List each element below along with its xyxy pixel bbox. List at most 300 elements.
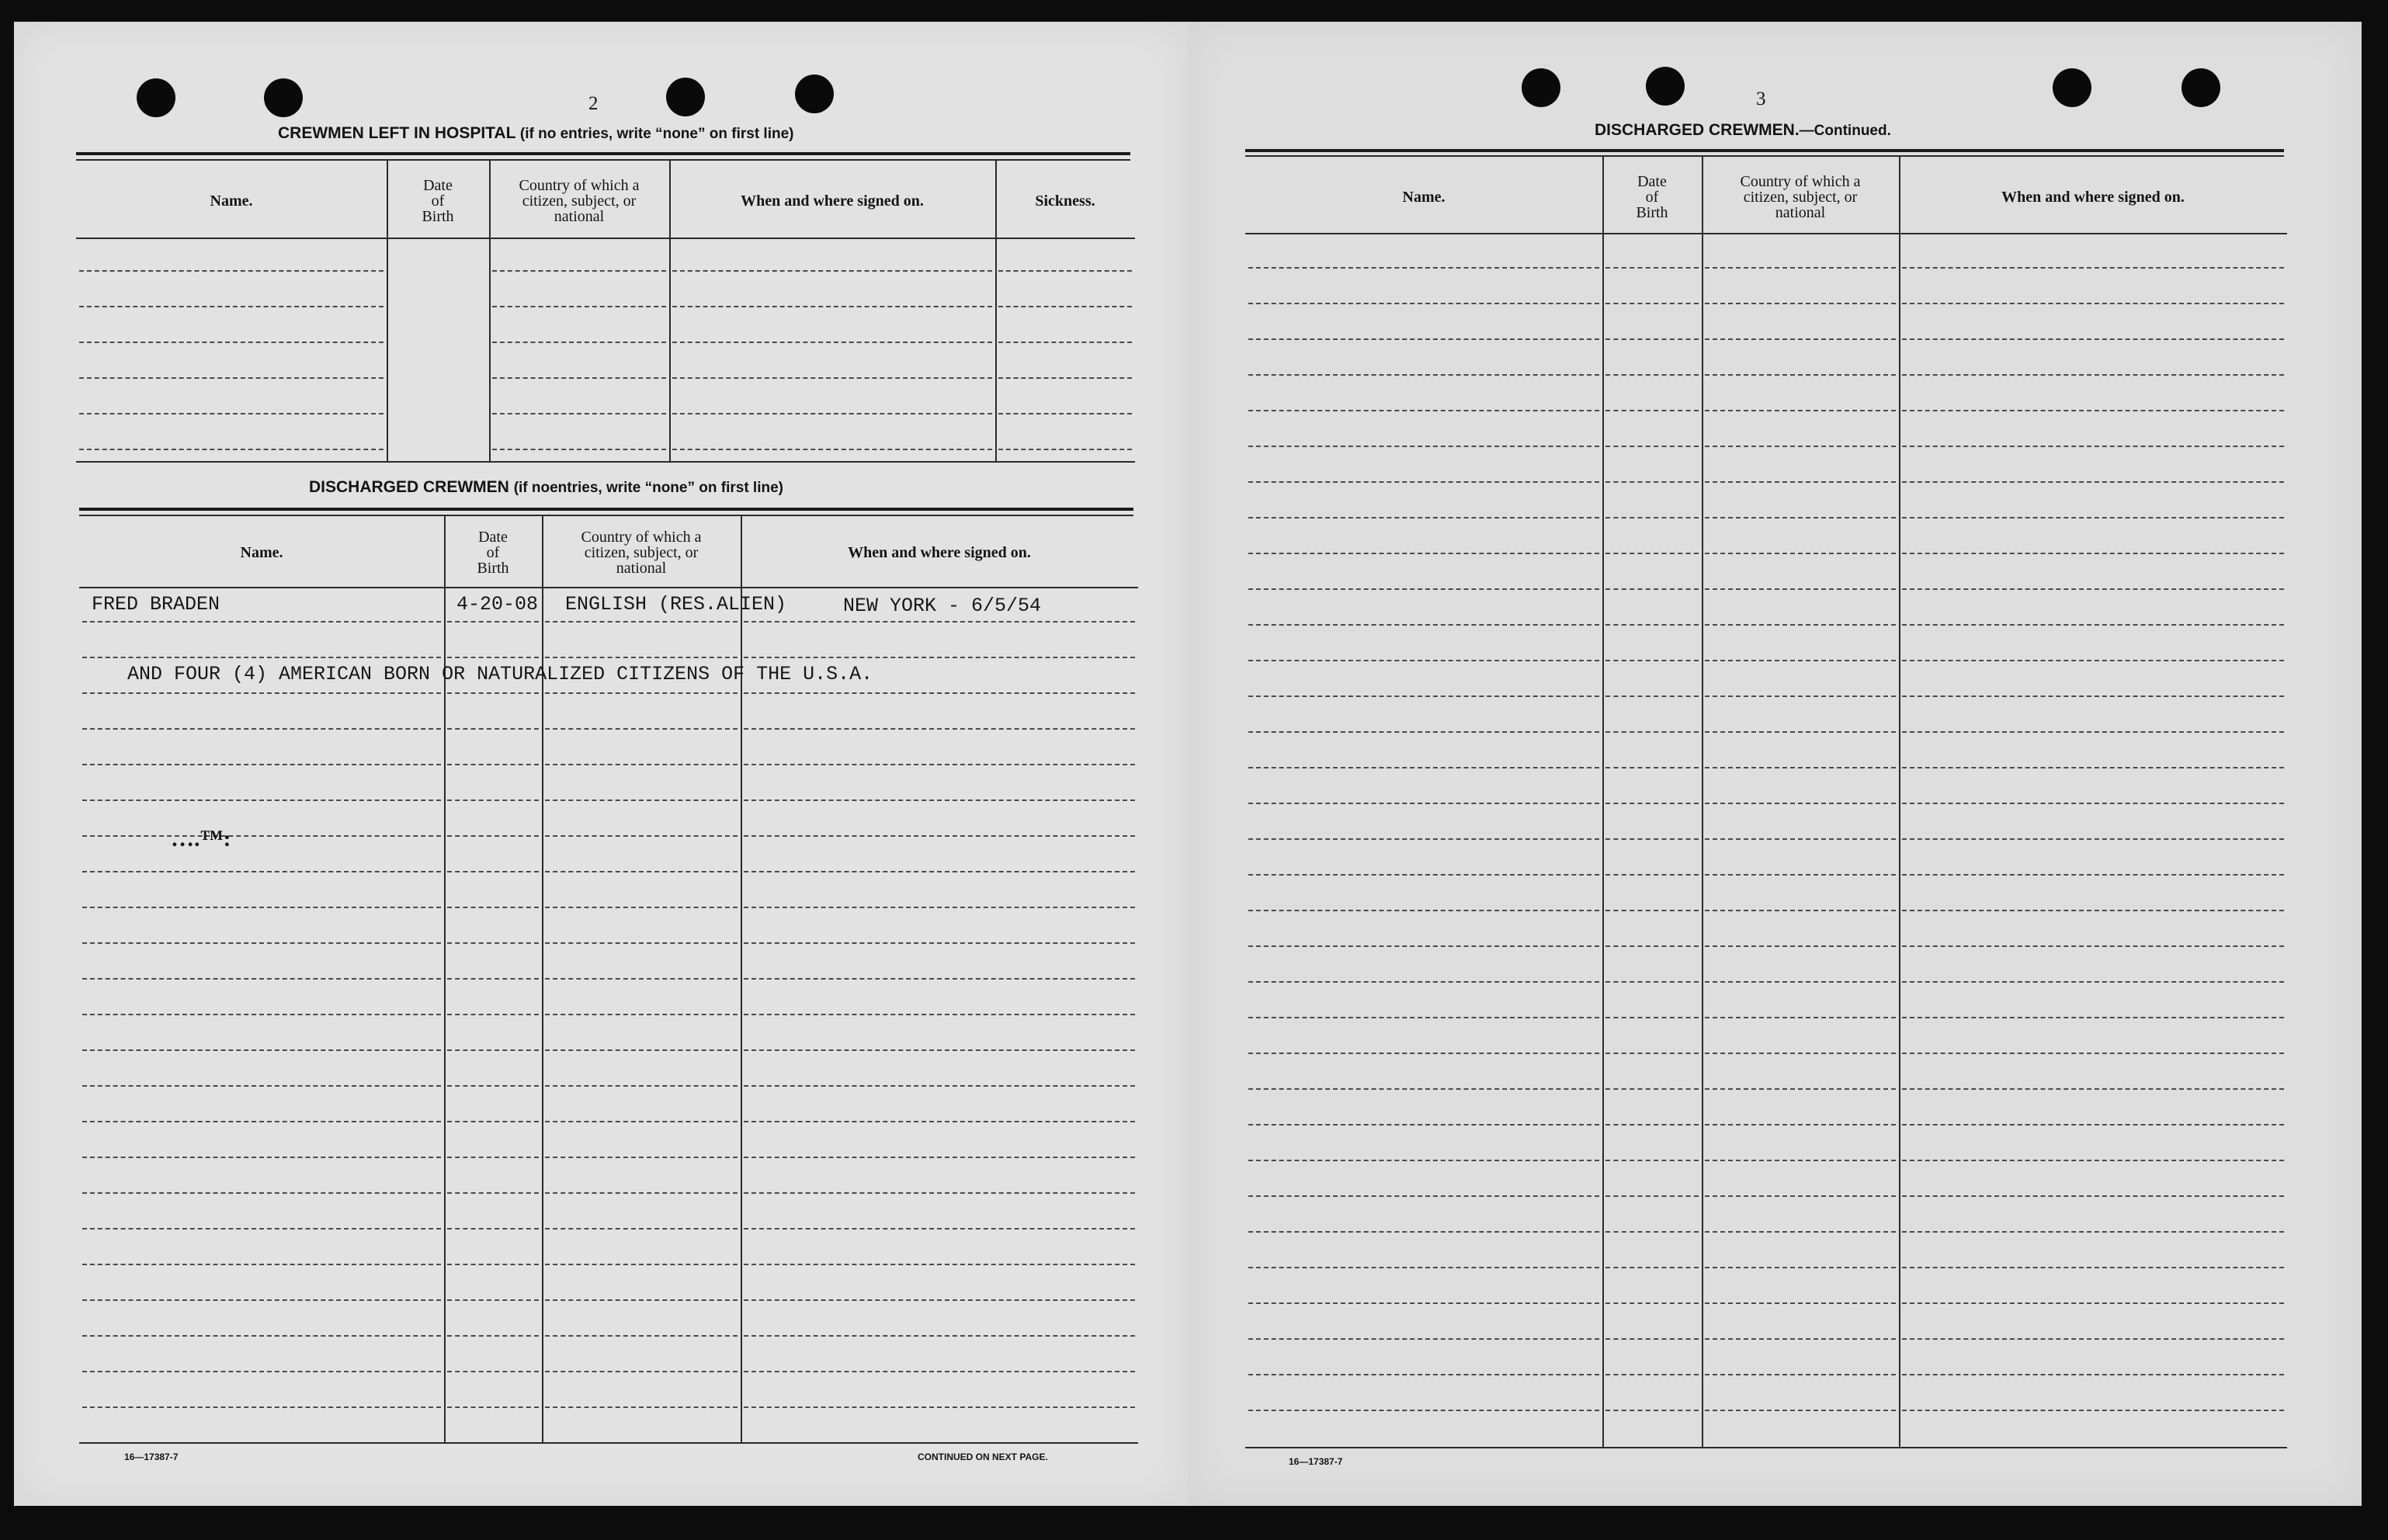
dotted-ruling-line bbox=[1902, 517, 2284, 519]
dotted-ruling-line bbox=[1248, 803, 1599, 804]
dotted-ruling-line bbox=[82, 871, 441, 872]
dotted-ruling-line bbox=[998, 413, 1132, 414]
dotted-ruling-line bbox=[744, 764, 1135, 765]
dotted-ruling-line bbox=[82, 764, 441, 765]
dotted-ruling-line bbox=[744, 657, 1135, 658]
dotted-ruling-line bbox=[82, 1192, 441, 1194]
dotted-ruling-line bbox=[82, 907, 441, 908]
dotted-ruling-line bbox=[1705, 1160, 1896, 1161]
dotted-ruling-line bbox=[545, 907, 738, 908]
dotted-ruling-line bbox=[1705, 767, 1896, 768]
punch-hole bbox=[1522, 68, 1560, 107]
dotted-ruling-line bbox=[1248, 910, 1599, 911]
dotted-ruling-line bbox=[447, 835, 539, 837]
dotted-ruling-line bbox=[492, 449, 666, 450]
column-header-country: Country of which a citizen, subject, or national bbox=[1740, 173, 1861, 221]
column-header-sickness: Sickness. bbox=[1035, 192, 1095, 210]
left-page bbox=[14, 22, 1188, 1506]
dotted-ruling-line bbox=[545, 1121, 738, 1122]
dotted-ruling-line bbox=[1705, 374, 1896, 376]
column-divider bbox=[387, 160, 388, 461]
dotted-ruling-line bbox=[1605, 410, 1699, 411]
dotted-ruling-line bbox=[447, 1299, 539, 1301]
dotted-ruling-line bbox=[1705, 1017, 1896, 1018]
dotted-ruling-line bbox=[1605, 588, 1699, 590]
dotted-ruling-line bbox=[1248, 374, 1599, 376]
dotted-ruling-line bbox=[1605, 267, 1699, 269]
dotted-ruling-line bbox=[1605, 446, 1699, 447]
dotted-ruling-line bbox=[492, 270, 666, 272]
dotted-ruling-line bbox=[744, 907, 1135, 908]
dotted-ruling-line bbox=[1248, 553, 1599, 554]
dotted-ruling-line bbox=[447, 1192, 539, 1194]
dotted-ruling-line bbox=[744, 1049, 1135, 1051]
dotted-ruling-line bbox=[744, 1264, 1135, 1265]
dotted-ruling-line bbox=[672, 270, 992, 272]
entry-name: FRED BRADEN bbox=[92, 593, 220, 616]
dotted-ruling-line bbox=[1705, 553, 1896, 554]
dotted-ruling-line bbox=[1605, 303, 1699, 304]
dotted-ruling-line bbox=[744, 1335, 1135, 1337]
dotted-ruling-line bbox=[744, 978, 1135, 980]
dotted-ruling-line bbox=[1705, 981, 1896, 983]
punch-hole bbox=[666, 78, 705, 116]
discharged-continued-title: DISCHARGED CREWMEN.—Continued. bbox=[1595, 121, 1891, 139]
dotted-ruling-line bbox=[672, 342, 992, 343]
handwritten-mark: ….™: bbox=[171, 826, 231, 852]
rule bbox=[1245, 1447, 2287, 1448]
dotted-ruling-line bbox=[1605, 374, 1699, 376]
dotted-ruling-line bbox=[1902, 1267, 2284, 1268]
dotted-ruling-line bbox=[744, 1192, 1135, 1194]
dotted-ruling-line bbox=[447, 1264, 539, 1265]
dotted-ruling-line bbox=[492, 342, 666, 343]
dotted-ruling-line bbox=[744, 1157, 1135, 1158]
dotted-ruling-line bbox=[545, 799, 738, 801]
dotted-ruling-line bbox=[82, 1049, 441, 1051]
dotted-ruling-line bbox=[1902, 446, 2284, 447]
discharged-section-title: DISCHARGED CREWMEN (if noentries, write “none” on first line) bbox=[309, 478, 783, 496]
punch-hole bbox=[795, 75, 834, 113]
dotted-ruling-line bbox=[1705, 910, 1896, 911]
dotted-ruling-line bbox=[545, 1049, 738, 1051]
dotted-ruling-line bbox=[447, 799, 539, 801]
dotted-ruling-line bbox=[545, 692, 738, 694]
dotted-ruling-line bbox=[82, 1157, 441, 1158]
dotted-ruling-line bbox=[1902, 1338, 2284, 1340]
dotted-ruling-line bbox=[1605, 731, 1699, 733]
dotted-ruling-line bbox=[1902, 338, 2284, 340]
dotted-ruling-line bbox=[447, 764, 539, 765]
dotted-ruling-line bbox=[1605, 1017, 1699, 1018]
dotted-ruling-line bbox=[545, 1192, 738, 1194]
rule bbox=[1245, 233, 2287, 234]
dotted-ruling-line bbox=[1605, 1088, 1699, 1090]
dotted-ruling-line bbox=[1902, 731, 2284, 733]
dotted-ruling-line bbox=[1705, 1338, 1896, 1340]
dotted-ruling-line bbox=[1705, 874, 1896, 876]
dotted-ruling-line bbox=[447, 907, 539, 908]
form-number: 16—17387-7 bbox=[1289, 1456, 1343, 1467]
dotted-ruling-line bbox=[82, 1299, 441, 1301]
page-number: 2 bbox=[588, 93, 599, 114]
dotted-ruling-line bbox=[82, 799, 441, 801]
dotted-ruling-line bbox=[545, 657, 738, 658]
dotted-ruling-line bbox=[1605, 1124, 1699, 1126]
dotted-ruling-line bbox=[82, 621, 441, 623]
dotted-ruling-line bbox=[1248, 1053, 1599, 1054]
rule bbox=[76, 152, 1130, 155]
dotted-ruling-line bbox=[744, 871, 1135, 872]
dotted-ruling-line bbox=[447, 978, 539, 980]
dotted-ruling-line bbox=[1248, 338, 1599, 340]
dotted-ruling-line bbox=[1902, 624, 2284, 626]
column-header-name: Name. bbox=[210, 192, 253, 210]
dotted-ruling-line bbox=[1605, 338, 1699, 340]
dotted-ruling-line bbox=[82, 692, 441, 694]
column-header-signed-on: When and where signed on. bbox=[848, 544, 1031, 561]
dotted-ruling-line bbox=[1705, 517, 1896, 519]
dotted-ruling-line bbox=[1705, 303, 1896, 304]
dotted-ruling-line bbox=[1705, 624, 1896, 626]
dotted-ruling-line bbox=[1902, 1231, 2284, 1233]
dotted-ruling-line bbox=[82, 1121, 441, 1122]
column-header-date-of-birth: Date of Birth bbox=[422, 177, 454, 225]
column-divider bbox=[741, 515, 742, 1444]
dotted-ruling-line bbox=[1705, 695, 1896, 697]
dotted-ruling-line bbox=[447, 692, 539, 694]
rule bbox=[1245, 155, 2284, 157]
dotted-ruling-line bbox=[1902, 1160, 2284, 1161]
dotted-ruling-line bbox=[1605, 1195, 1699, 1197]
dotted-ruling-line bbox=[1705, 838, 1896, 840]
dotted-ruling-line bbox=[545, 728, 738, 730]
dotted-ruling-line bbox=[744, 1014, 1135, 1015]
dotted-ruling-line bbox=[744, 1371, 1135, 1372]
dotted-ruling-line bbox=[1705, 1302, 1896, 1304]
punch-hole bbox=[264, 78, 303, 117]
dotted-ruling-line bbox=[744, 1406, 1135, 1408]
rule bbox=[76, 461, 1135, 463]
dotted-ruling-line bbox=[998, 449, 1132, 450]
dotted-ruling-line bbox=[82, 1228, 441, 1230]
dotted-ruling-line bbox=[545, 764, 738, 765]
dotted-ruling-line bbox=[1705, 267, 1896, 269]
dotted-ruling-line bbox=[1902, 945, 2284, 947]
dotted-ruling-line bbox=[1705, 803, 1896, 804]
dotted-ruling-line bbox=[1902, 1195, 2284, 1197]
dotted-ruling-line bbox=[1902, 660, 2284, 661]
dotted-ruling-line bbox=[545, 1406, 738, 1408]
column-divider bbox=[669, 160, 671, 461]
dotted-ruling-line bbox=[82, 1406, 441, 1408]
dotted-ruling-line bbox=[1248, 1088, 1599, 1090]
dotted-ruling-line bbox=[1902, 267, 2284, 269]
dotted-ruling-line bbox=[447, 657, 539, 658]
dotted-ruling-line bbox=[1705, 338, 1896, 340]
dotted-ruling-line bbox=[1605, 838, 1699, 840]
dotted-ruling-line bbox=[744, 1121, 1135, 1122]
dotted-ruling-line bbox=[1248, 1124, 1599, 1126]
dotted-ruling-line bbox=[672, 306, 992, 307]
dotted-ruling-line bbox=[492, 377, 666, 379]
dotted-ruling-line bbox=[79, 342, 384, 343]
dotted-ruling-line bbox=[82, 1085, 441, 1087]
column-divider bbox=[995, 160, 997, 461]
rule bbox=[79, 587, 1138, 588]
dotted-ruling-line bbox=[1902, 303, 2284, 304]
column-header-name: Name. bbox=[1402, 189, 1446, 206]
dotted-ruling-line bbox=[447, 1228, 539, 1230]
dotted-ruling-line bbox=[998, 342, 1132, 343]
dotted-ruling-line bbox=[1902, 981, 2284, 983]
dotted-ruling-line bbox=[1705, 1124, 1896, 1126]
dotted-ruling-line bbox=[1902, 553, 2284, 554]
dotted-ruling-line bbox=[1902, 1088, 2284, 1090]
dotted-ruling-line bbox=[447, 942, 539, 944]
dotted-ruling-line bbox=[1248, 1017, 1599, 1018]
entry-country: ENGLISH (RES.ALIEN) bbox=[565, 593, 787, 616]
dotted-ruling-line bbox=[1902, 803, 2284, 804]
dotted-ruling-line bbox=[744, 942, 1135, 944]
dotted-ruling-line bbox=[82, 1014, 441, 1015]
dotted-ruling-line bbox=[1605, 481, 1699, 483]
dotted-ruling-line bbox=[1248, 660, 1599, 661]
dotted-ruling-line bbox=[744, 835, 1135, 837]
dotted-ruling-line bbox=[998, 270, 1132, 272]
dotted-ruling-line bbox=[545, 1371, 738, 1372]
dotted-ruling-line bbox=[545, 942, 738, 944]
dotted-ruling-line bbox=[447, 728, 539, 730]
dotted-ruling-line bbox=[545, 621, 738, 623]
dotted-ruling-line bbox=[744, 1085, 1135, 1087]
rule bbox=[76, 159, 1130, 161]
dotted-ruling-line bbox=[1605, 553, 1699, 554]
dotted-ruling-line bbox=[1705, 1231, 1896, 1233]
dotted-ruling-line bbox=[545, 1335, 738, 1337]
dotted-ruling-line bbox=[82, 657, 441, 658]
dotted-ruling-line bbox=[998, 306, 1132, 307]
column-header-signed-on: When and where signed on. bbox=[2001, 189, 2185, 206]
dotted-ruling-line bbox=[1248, 1302, 1599, 1304]
dotted-ruling-line bbox=[82, 1335, 441, 1337]
dotted-ruling-line bbox=[82, 835, 441, 837]
dotted-ruling-line bbox=[1705, 945, 1896, 947]
dotted-ruling-line bbox=[447, 1049, 539, 1051]
dotted-ruling-line bbox=[82, 942, 441, 944]
dotted-ruling-line bbox=[447, 1014, 539, 1015]
punch-hole bbox=[1646, 67, 1685, 106]
dotted-ruling-line bbox=[545, 1299, 738, 1301]
dotted-ruling-line bbox=[447, 1121, 539, 1122]
dotted-ruling-line bbox=[1248, 1338, 1599, 1340]
dotted-ruling-line bbox=[1605, 803, 1699, 804]
dotted-ruling-line bbox=[82, 1264, 441, 1265]
dotted-ruling-line bbox=[1902, 1410, 2284, 1411]
dotted-ruling-line bbox=[1605, 910, 1699, 911]
column-divider bbox=[1602, 155, 1604, 1448]
dotted-ruling-line bbox=[447, 871, 539, 872]
dotted-ruling-line bbox=[672, 377, 992, 379]
dotted-ruling-line bbox=[79, 270, 384, 272]
dotted-ruling-line bbox=[1705, 1410, 1896, 1411]
dotted-ruling-line bbox=[1605, 1231, 1699, 1233]
page-number: 3 bbox=[1756, 88, 1766, 109]
dotted-ruling-line bbox=[1705, 588, 1896, 590]
punch-hole bbox=[137, 78, 175, 117]
dotted-ruling-line bbox=[1902, 1053, 2284, 1054]
dotted-ruling-line bbox=[1705, 660, 1896, 661]
dotted-ruling-line bbox=[1605, 517, 1699, 519]
rule bbox=[79, 1442, 1138, 1444]
dotted-ruling-line bbox=[1605, 1053, 1699, 1054]
column-header-date-of-birth: Date of Birth bbox=[477, 529, 509, 577]
dotted-ruling-line bbox=[1902, 588, 2284, 590]
dotted-ruling-line bbox=[1705, 410, 1896, 411]
dotted-ruling-line bbox=[1705, 1267, 1896, 1268]
rule bbox=[79, 515, 1133, 516]
dotted-ruling-line bbox=[1248, 267, 1599, 269]
dotted-ruling-line bbox=[1705, 1088, 1896, 1090]
column-header-signed-on: When and where signed on. bbox=[741, 192, 924, 210]
dotted-ruling-line bbox=[1248, 945, 1599, 947]
dotted-ruling-line bbox=[79, 377, 384, 379]
dotted-ruling-line bbox=[1605, 1410, 1699, 1411]
dotted-ruling-line bbox=[672, 449, 992, 450]
dotted-ruling-line bbox=[744, 728, 1135, 730]
column-header-date-of-birth: Date of Birth bbox=[1636, 173, 1668, 221]
rule bbox=[1245, 149, 2284, 152]
dotted-ruling-line bbox=[1248, 1231, 1599, 1233]
dotted-ruling-line bbox=[1248, 731, 1599, 733]
dotted-ruling-line bbox=[79, 306, 384, 307]
dotted-ruling-line bbox=[447, 1085, 539, 1087]
dotted-ruling-line bbox=[1248, 303, 1599, 304]
dotted-ruling-line bbox=[1605, 981, 1699, 983]
dotted-ruling-line bbox=[744, 692, 1135, 694]
dotted-ruling-line bbox=[1902, 481, 2284, 483]
dotted-ruling-line bbox=[82, 978, 441, 980]
dotted-ruling-line bbox=[1248, 838, 1599, 840]
dotted-ruling-line bbox=[1248, 446, 1599, 447]
dotted-ruling-line bbox=[447, 1406, 539, 1408]
dotted-ruling-line bbox=[744, 621, 1135, 623]
dotted-ruling-line bbox=[1902, 838, 2284, 840]
dotted-ruling-line bbox=[1705, 1195, 1896, 1197]
column-header-country: Country of which a citizen, subject, or national bbox=[519, 177, 640, 225]
column-header-name: Name. bbox=[240, 544, 283, 561]
dotted-ruling-line bbox=[545, 835, 738, 837]
dotted-ruling-line bbox=[492, 306, 666, 307]
punch-hole bbox=[2053, 68, 2091, 107]
dotted-ruling-line bbox=[1902, 410, 2284, 411]
dotted-ruling-line bbox=[744, 1299, 1135, 1301]
dotted-ruling-line bbox=[1248, 767, 1599, 768]
dotted-ruling-line bbox=[1902, 910, 2284, 911]
dotted-ruling-line bbox=[1605, 874, 1699, 876]
dotted-ruling-line bbox=[1248, 981, 1599, 983]
dotted-ruling-line bbox=[1902, 1124, 2284, 1126]
dotted-ruling-line bbox=[492, 413, 666, 414]
dotted-ruling-line bbox=[1248, 1410, 1599, 1411]
dotted-ruling-line bbox=[1705, 731, 1896, 733]
rule bbox=[76, 238, 1135, 239]
dotted-ruling-line bbox=[79, 449, 384, 450]
right-page bbox=[1188, 22, 2362, 1506]
dotted-ruling-line bbox=[1705, 446, 1896, 447]
dotted-ruling-line bbox=[447, 621, 539, 623]
dotted-ruling-line bbox=[1705, 1374, 1896, 1375]
dotted-ruling-line bbox=[1605, 1160, 1699, 1161]
dotted-ruling-line bbox=[1902, 1374, 2284, 1375]
dotted-ruling-line bbox=[1248, 410, 1599, 411]
dotted-ruling-line bbox=[1902, 695, 2284, 697]
entry-date-of-birth: 4-20-08 bbox=[456, 593, 539, 616]
dotted-ruling-line bbox=[1248, 481, 1599, 483]
dotted-ruling-line bbox=[1902, 1017, 2284, 1018]
dotted-ruling-line bbox=[545, 1014, 738, 1015]
dotted-ruling-line bbox=[1248, 1160, 1599, 1161]
column-divider bbox=[444, 515, 446, 1444]
dotted-ruling-line bbox=[1902, 767, 2284, 768]
dotted-ruling-line bbox=[1248, 1374, 1599, 1375]
dotted-ruling-line bbox=[744, 799, 1135, 801]
dotted-ruling-line bbox=[1705, 1053, 1896, 1054]
column-divider bbox=[542, 515, 543, 1444]
dotted-ruling-line bbox=[1605, 1338, 1699, 1340]
dotted-ruling-line bbox=[1902, 874, 2284, 876]
dotted-ruling-line bbox=[82, 1371, 441, 1372]
form-number: 16—17387-7 bbox=[124, 1452, 179, 1462]
dotted-ruling-line bbox=[1248, 624, 1599, 626]
column-divider bbox=[1702, 155, 1703, 1448]
hospital-section-title: CREWMEN LEFT IN HOSPITAL (if no entries, write “none” on first line) bbox=[278, 124, 794, 142]
entry-signed-on: NEW YORK - 6/5/54 bbox=[843, 595, 1042, 617]
dotted-ruling-line bbox=[1248, 1195, 1599, 1197]
punch-hole bbox=[2181, 68, 2220, 107]
entry-note: AND FOUR (4) AMERICAN BORN OR NATURALIZED CITIZENS OF THE U.S.A. bbox=[127, 663, 873, 685]
dotted-ruling-line bbox=[1902, 374, 2284, 376]
dotted-ruling-line bbox=[1605, 1374, 1699, 1375]
dotted-ruling-line bbox=[1605, 767, 1699, 768]
continued-note: CONTINUED ON NEXT PAGE. bbox=[918, 1452, 1048, 1462]
dotted-ruling-line bbox=[545, 978, 738, 980]
dotted-ruling-line bbox=[998, 377, 1132, 379]
dotted-ruling-line bbox=[1248, 588, 1599, 590]
dotted-ruling-line bbox=[1248, 874, 1599, 876]
dotted-ruling-line bbox=[447, 1335, 539, 1337]
dotted-ruling-line bbox=[1902, 1302, 2284, 1304]
dotted-ruling-line bbox=[545, 1157, 738, 1158]
dotted-ruling-line bbox=[1605, 695, 1699, 697]
dotted-ruling-line bbox=[447, 1157, 539, 1158]
column-divider bbox=[489, 160, 491, 461]
dotted-ruling-line bbox=[545, 1264, 738, 1265]
column-header-country: Country of which a citizen, subject, or national bbox=[581, 529, 702, 577]
dotted-ruling-line bbox=[1605, 945, 1699, 947]
rule bbox=[79, 508, 1133, 511]
dotted-ruling-line bbox=[1605, 1267, 1699, 1268]
dotted-ruling-line bbox=[1605, 624, 1699, 626]
dotted-ruling-line bbox=[1248, 1267, 1599, 1268]
dotted-ruling-line bbox=[1705, 481, 1896, 483]
dotted-ruling-line bbox=[744, 1228, 1135, 1230]
dotted-ruling-line bbox=[1248, 517, 1599, 519]
dotted-ruling-line bbox=[545, 1085, 738, 1087]
dotted-ruling-line bbox=[1248, 695, 1599, 697]
dotted-ruling-line bbox=[545, 871, 738, 872]
dotted-ruling-line bbox=[1605, 1302, 1699, 1304]
